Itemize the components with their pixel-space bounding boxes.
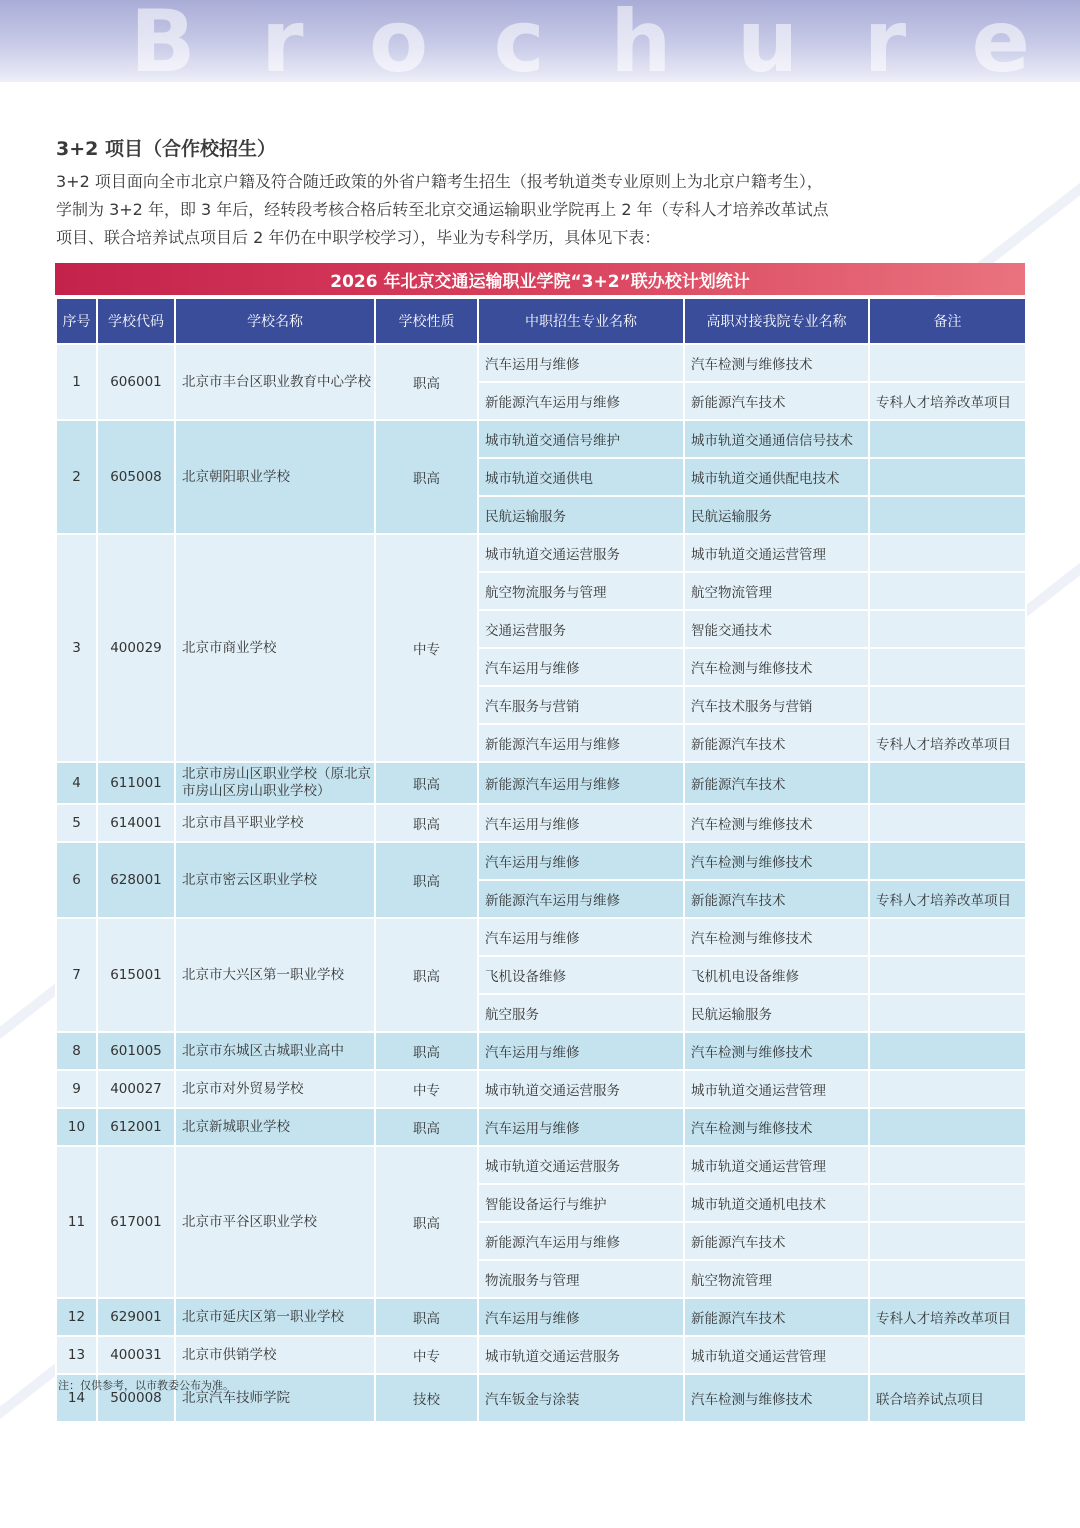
table-row	[56, 1336, 1026, 1374]
cell-remark	[869, 1222, 1026, 1260]
cell-school: 北京市丰台区职业教育中心学校	[175, 344, 375, 420]
header-remark: 备注	[869, 298, 1026, 344]
cell-target: 城市轨道交通运营管理	[684, 1146, 869, 1184]
cell-school: 北京市商业学校	[175, 534, 375, 762]
cell-school: 北京市延庆区第一职业学校	[175, 1298, 375, 1336]
banner-letter: u	[736, 0, 799, 92]
table-row	[56, 344, 1026, 382]
cell-no: 6	[56, 842, 97, 918]
banner-letter: o	[369, 0, 429, 92]
cell-major: 城市轨道交通运营服务	[478, 1146, 684, 1184]
cell-major: 汽车服务与营销	[478, 686, 684, 724]
cell-remark	[869, 956, 1026, 994]
cell-type: 职高	[375, 1108, 478, 1146]
cell-remark	[869, 1032, 1026, 1070]
cell-code: 629001	[97, 1298, 175, 1336]
cell-target: 城市轨道交通通信信号技术	[684, 420, 869, 458]
cell-school: 北京市房山区职业学校（原北京市房山区房山职业学校）	[175, 762, 375, 804]
cell-remark	[869, 918, 1026, 956]
cell-school: 北京朝阳职业学校	[175, 420, 375, 534]
cell-target: 智能交通技术	[684, 610, 869, 648]
cell-major: 城市轨道交通运营服务	[478, 1070, 684, 1108]
cell-major: 汽车运用与维修	[478, 804, 684, 842]
table-row	[56, 1070, 1026, 1108]
intro-paragraph	[56, 168, 956, 252]
header-target: 高职对接我院专业名称	[684, 298, 869, 344]
cell-no: 13	[56, 1336, 97, 1374]
cell-major: 民航运输服务	[478, 496, 684, 534]
cell-remark: 专科人才培养改革项目	[869, 880, 1026, 918]
table-row	[56, 1108, 1026, 1146]
cell-no: 2	[56, 420, 97, 534]
cell-school: 北京汽车技师学院	[175, 1374, 375, 1422]
cell-remark: 专科人才培养改革项目	[869, 382, 1026, 420]
plan-table	[55, 297, 1027, 1423]
cell-type: 职高	[375, 918, 478, 1032]
cell-major: 城市轨道交通运营服务	[478, 1336, 684, 1374]
cell-code: 617001	[97, 1146, 175, 1298]
banner-letter: h	[610, 0, 672, 92]
cell-type: 职高	[375, 420, 478, 534]
cell-major: 汽车运用与维修	[478, 842, 684, 880]
cell-target: 汽车检测与维修技术	[684, 648, 869, 686]
cell-school: 北京新城职业学校	[175, 1108, 375, 1146]
cell-code: 611001	[97, 762, 175, 804]
cell-no: 14	[56, 1374, 97, 1422]
cell-target: 城市轨道交通运营管理	[684, 1336, 869, 1374]
cell-remark	[869, 344, 1026, 382]
section-heading: 3+2 项目（合作校招生）	[56, 138, 276, 160]
cell-major: 航空服务	[478, 994, 684, 1032]
cell-target: 汽车技术服务与营销	[684, 686, 869, 724]
cell-major: 汽车运用与维修	[478, 1032, 684, 1070]
table-row	[56, 804, 1026, 842]
cell-major: 飞机设备维修	[478, 956, 684, 994]
cell-target: 新能源汽车技术	[684, 724, 869, 762]
cell-remark	[869, 496, 1026, 534]
cell-remark	[869, 804, 1026, 842]
cell-type: 职高	[375, 1298, 478, 1336]
header-school: 学校名称	[175, 298, 375, 344]
cell-target: 民航运输服务	[684, 994, 869, 1032]
cell-code: 614001	[97, 804, 175, 842]
cell-target: 飞机机电设备维修	[684, 956, 869, 994]
cell-school: 北京市平谷区职业学校	[175, 1146, 375, 1298]
cell-school: 北京市东城区古城职业高中	[175, 1032, 375, 1070]
cell-no: 12	[56, 1298, 97, 1336]
cell-remark	[869, 1184, 1026, 1222]
cell-type: 中专	[375, 1070, 478, 1108]
banner-letter: c	[493, 0, 545, 92]
cell-target: 城市轨道交通机电技术	[684, 1184, 869, 1222]
cell-code: 400029	[97, 534, 175, 762]
cell-school: 北京市昌平职业学校	[175, 804, 375, 842]
cell-major: 城市轨道交通信号维护	[478, 420, 684, 458]
cell-major: 汽车运用与维修	[478, 918, 684, 956]
cell-major: 交通运营服务	[478, 610, 684, 648]
cell-code: 400031	[97, 1336, 175, 1374]
cell-target: 新能源汽车技术	[684, 880, 869, 918]
cell-remark	[869, 458, 1026, 496]
cell-remark	[869, 762, 1026, 804]
cell-no: 10	[56, 1108, 97, 1146]
cell-school: 北京市供销学校	[175, 1336, 375, 1374]
cell-major: 汽车运用与维修	[478, 1108, 684, 1146]
table-title: 2026 年北京交通运输职业学院“3+2”联办校计划统计	[55, 263, 1025, 295]
cell-no: 1	[56, 344, 97, 420]
cell-remark: 专科人才培养改革项目	[869, 724, 1026, 762]
cell-type: 职高	[375, 1146, 478, 1298]
cell-major: 城市轨道交通运营服务	[478, 534, 684, 572]
cell-remark: 专科人才培养改革项目	[869, 1298, 1026, 1336]
banner-letter: r	[863, 0, 907, 92]
cell-target: 汽车检测与维修技术	[684, 804, 869, 842]
cell-major: 新能源汽车运用与维修	[478, 762, 684, 804]
cell-target: 汽车检测与维修技术	[684, 1108, 869, 1146]
cell-major: 新能源汽车运用与维修	[478, 724, 684, 762]
cell-remark	[869, 994, 1026, 1032]
cell-target: 城市轨道交通供配电技术	[684, 458, 869, 496]
cell-major: 智能设备运行与维护	[478, 1184, 684, 1222]
cell-remark: 联合培养试点项目	[869, 1374, 1026, 1422]
header-no: 序号	[56, 298, 97, 344]
cell-remark	[869, 610, 1026, 648]
cell-type: 职高	[375, 1032, 478, 1070]
cell-code: 628001	[97, 842, 175, 918]
cell-type: 职高	[375, 344, 478, 420]
cell-no: 5	[56, 804, 97, 842]
table-row	[56, 420, 1026, 458]
cell-type: 职高	[375, 842, 478, 918]
cell-major: 新能源汽车运用与维修	[478, 1222, 684, 1260]
header-major: 中职招生专业名称	[478, 298, 684, 344]
cell-remark	[869, 572, 1026, 610]
cell-target: 新能源汽车技术	[684, 382, 869, 420]
cell-type: 技校	[375, 1374, 478, 1422]
table-row	[56, 1298, 1026, 1336]
cell-target: 新能源汽车技术	[684, 762, 869, 804]
cell-code: 605008	[97, 420, 175, 534]
table-header-row	[56, 298, 1026, 344]
table-row	[56, 842, 1026, 880]
intro-line: 项目、联合培养试点项目后 2 年仍在中职学校学习），毕业为专科学历，具体见下表：	[56, 228, 661, 247]
cell-major: 汽车运用与维修	[478, 344, 684, 382]
table-row	[56, 762, 1026, 804]
cell-type: 职高	[375, 804, 478, 842]
header-code: 学校代码	[97, 298, 175, 344]
cell-remark	[869, 648, 1026, 686]
banner-letter: r	[261, 0, 304, 92]
cell-major: 城市轨道交通供电	[478, 458, 684, 496]
cell-major: 汽车钣金与涂装	[478, 1374, 684, 1422]
cell-remark	[869, 686, 1026, 724]
cell-major: 汽车运用与维修	[478, 648, 684, 686]
cell-code: 400027	[97, 1070, 175, 1108]
cell-target: 汽车检测与维修技术	[684, 1032, 869, 1070]
cell-target: 汽车检测与维修技术	[684, 918, 869, 956]
cell-target: 汽车检测与维修技术	[684, 344, 869, 382]
cell-remark	[869, 1146, 1026, 1184]
header-type: 学校性质	[375, 298, 478, 344]
cell-major: 物流服务与管理	[478, 1260, 684, 1298]
cell-major: 新能源汽车运用与维修	[478, 382, 684, 420]
banner-letter: B	[130, 0, 196, 92]
cell-target: 民航运输服务	[684, 496, 869, 534]
intro-line: 学制为 3+2 年，即 3 年后，经转段考核合格后转至北京交通运输职业学院再上 2 年（专科人才培养改革试点	[56, 200, 829, 219]
cell-remark	[869, 1336, 1026, 1374]
cell-major: 汽车运用与维修	[478, 1298, 684, 1336]
cell-target: 城市轨道交通运营管理	[684, 534, 869, 572]
banner-letter: e	[971, 0, 1030, 92]
cell-target: 汽车检测与维修技术	[684, 842, 869, 880]
table-row	[56, 1146, 1026, 1184]
cell-remark	[869, 842, 1026, 880]
table-row	[56, 534, 1026, 572]
table-row	[56, 1032, 1026, 1070]
banner-word	[130, 0, 1030, 92]
cell-school: 北京市大兴区第一职业学校	[175, 918, 375, 1032]
intro-line: 3+2 项目面向全市北京户籍及符合随迁政策的外省户籍考生招生（报考轨道类专业原则上为北京户籍考生），	[56, 172, 823, 191]
cell-target: 新能源汽车技术	[684, 1298, 869, 1336]
cell-major: 新能源汽车运用与维修	[478, 880, 684, 918]
cell-type: 中专	[375, 534, 478, 762]
cell-remark	[869, 534, 1026, 572]
footnote: 注：仅供参考，以市教委公布为准。	[58, 1379, 234, 1392]
cell-no: 4	[56, 762, 97, 804]
cell-no: 8	[56, 1032, 97, 1070]
cell-code: 601005	[97, 1032, 175, 1070]
cell-target: 城市轨道交通运营管理	[684, 1070, 869, 1108]
cell-no: 7	[56, 918, 97, 1032]
cell-no: 3	[56, 534, 97, 762]
cell-target: 汽车检测与维修技术	[684, 1374, 869, 1422]
cell-type: 中专	[375, 1336, 478, 1374]
cell-remark	[869, 1070, 1026, 1108]
cell-code: 615001	[97, 918, 175, 1032]
cell-school: 北京市密云区职业学校	[175, 842, 375, 918]
cell-code: 606001	[97, 344, 175, 420]
cell-no: 9	[56, 1070, 97, 1108]
cell-remark	[869, 1108, 1026, 1146]
cell-target: 航空物流管理	[684, 1260, 869, 1298]
cell-no: 11	[56, 1146, 97, 1298]
cell-remark	[869, 1260, 1026, 1298]
table-row	[56, 918, 1026, 956]
cell-school: 北京市对外贸易学校	[175, 1070, 375, 1108]
brochure-banner	[0, 0, 1080, 92]
cell-major: 航空物流服务与管理	[478, 572, 684, 610]
cell-target: 航空物流管理	[684, 572, 869, 610]
cell-target: 新能源汽车技术	[684, 1222, 869, 1260]
cell-code: 500008	[97, 1374, 175, 1422]
cell-code: 612001	[97, 1108, 175, 1146]
cell-remark	[869, 420, 1026, 458]
cell-type: 职高	[375, 762, 478, 804]
